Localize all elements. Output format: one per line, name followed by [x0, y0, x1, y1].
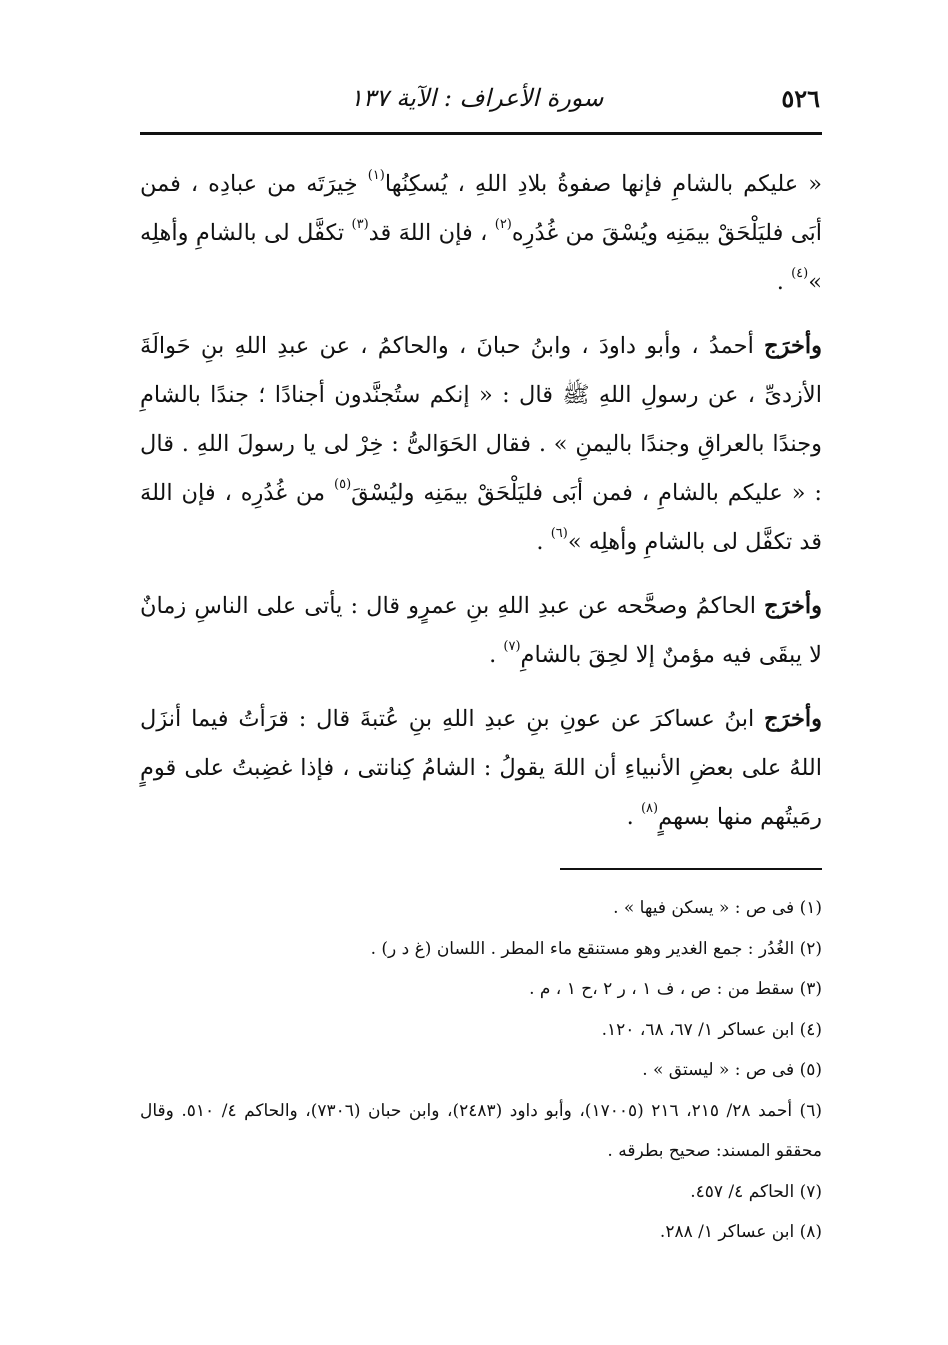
footnote-marker: (٣)	[351, 217, 369, 232]
text-segment: ، فإن اللهَ قد	[368, 220, 495, 246]
footnote: (٨) ابن عساكر ١/ ٢٨٨.	[659, 1222, 822, 1242]
footnote: (٣) سقط من : ص ، ف ١ ، ر ٢ ،ح ١ ، م .	[529, 979, 822, 999]
text-segment: ابنُ عساكرَ عن عونِ بنِ عبدِ اللهِ بنِ عُتبةَ قال : قرَأتُ فيما أنزَل اللهُ على بعضِ الأنبياءِ أن اللهَ يقولُ : الشامُ كِنانتى ، فإذا غضِبتُ على قومٍ رمَيتُهم منها بسهمٍ	[140, 706, 823, 830]
text-segment: أحمدُ ، وأبو داودَ ، وابنُ حبانَ ، والحاكمُ ، عن عبدِ اللهِ بنِ حَوالَةَ الأزدىِّ ، عن رسولِ اللهِ ﷺ قال : « إنكم ستُجنَّدون أجنادًا ؛ جندًا بالشامِ وجندًا بالعراقِ وجندًا باليمنِ » . فقال الحَوَالىُّ : خِرْ لى يا رسولَ اللهِ . قال : « عليكم بالشامِ ، فمن أبَى فليَلْحَقْ بيمَنِه وليُسْقَ	[140, 333, 823, 506]
footnote-marker: (٨)	[640, 801, 659, 816]
footnote: (٤) ابن عساكر ١/ ٦٧، ٦٨، ١٢٠.	[601, 1019, 822, 1040]
paragraph	[140, 695, 822, 842]
footnote: (١) فى ص : « يسكن فيها » .	[613, 898, 822, 918]
footnote-marker: (٥)	[334, 477, 352, 492]
footnote: (٦) أحمد ٢٨/ ٢١٥، ٢١٦ (١٧٠٠٥)، وأبو داود (٢٤٨٣)، وابن حبان (٧٣٠٦)، والحاكم ٤/ ٥١٠. وقال محققو المسند: صحيح بطرقه .	[140, 1100, 822, 1161]
page-header	[140, 78, 820, 126]
text-segment: .	[489, 642, 504, 668]
text-segment: الحاكمُ وصحَّحه عن عبدِ اللهِ بنِ عمرٍو قال : يأتى على الناسِ زمانٌ لا يبقَى فيه مؤمنٌ إلا لحِقَ بالشامِ	[140, 593, 822, 668]
footnote-marker: (٧)	[503, 639, 521, 654]
footnote: (٥) فى ص : « ليستق » .	[642, 1060, 822, 1080]
page-number: ٥٢٦	[781, 84, 820, 113]
footnotes-section	[140, 888, 822, 1253]
main-text	[140, 160, 822, 857]
footnote: (٧) الحاكم ٤/ ٤٥٧.	[690, 1181, 822, 1202]
paragraph-lead-word: وأخرَج	[764, 706, 822, 732]
text-segment: من غُدُرِه ، فإن اللهَ قد تكفَّل لى بالشامِ وأهلِه »	[140, 480, 822, 555]
paragraph	[140, 322, 822, 567]
paragraph	[140, 160, 822, 307]
running-title: سورة الأعراف : الآية ١٣٧	[350, 84, 604, 112]
text-segment: .	[776, 269, 792, 295]
paragraph-lead-word: وأخرَج	[764, 593, 822, 619]
footnote-marker: (١)	[367, 168, 385, 183]
text-segment: .	[626, 804, 641, 830]
footnote-marker: (٢)	[494, 217, 512, 232]
text-segment: « عليكم بالشامِ فإنها صفوةُ بلادِ اللهِ ، يُسكِنُها	[384, 171, 822, 197]
text-segment: خِيرَتَه من عبادِه ، فمن أبَى فليَلْحَقْ بيمَنِه ويُسْقَ من غُدُرِه	[140, 171, 823, 246]
footnote: (٢) الغُدُر : جمع الغدير وهو مستنقع ماء المطر . اللسان (غ د ر) .	[370, 938, 822, 959]
text-segment: .	[536, 529, 551, 555]
text-segment: تكفَّل لى بالشامِ وأهلِه »	[140, 220, 822, 295]
footnote-divider	[560, 868, 822, 870]
footnote-marker: (٦)	[550, 526, 568, 541]
paragraph-lead-word: وأخرَج	[764, 333, 822, 359]
header-divider	[140, 132, 822, 135]
paragraph	[140, 582, 822, 680]
footnote-marker: (٤)	[791, 266, 809, 281]
